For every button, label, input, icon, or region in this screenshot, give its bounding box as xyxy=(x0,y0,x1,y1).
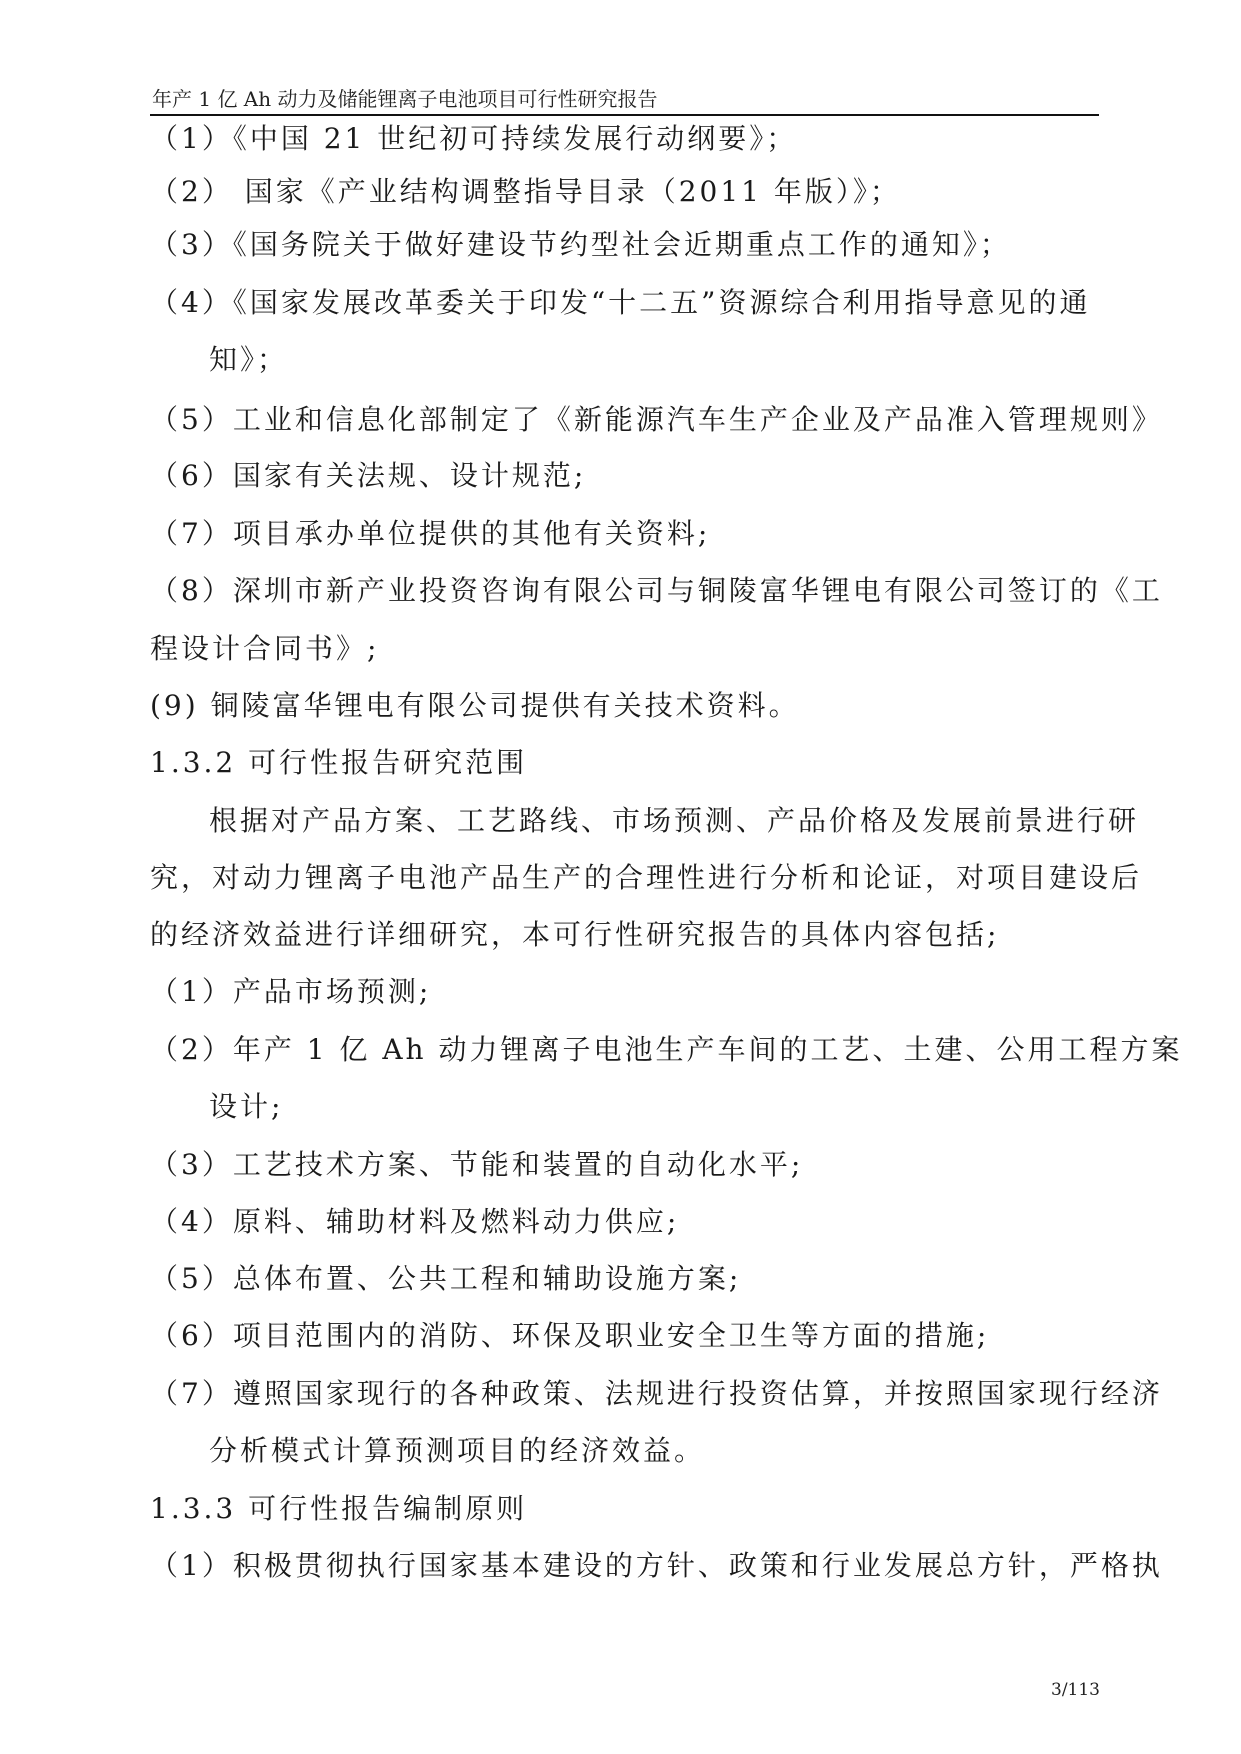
body-line: 程设计合同书》; xyxy=(150,632,380,665)
body-line: (9) 铜陵富华锂电有限公司提供有关技术资料。 xyxy=(150,689,800,722)
body-line: 究，对动力锂离子电池产品生产的合理性进行分析和论证，对项目建设后 xyxy=(150,861,1143,894)
body-line: （6）国家有关法规、设计规范; xyxy=(150,459,587,492)
body-line: （4）原料、辅助材料及燃料动力供应; xyxy=(150,1205,680,1238)
body-line: 根据对产品方案、工艺路线、市场预测、产品价格及发展前景进行研 xyxy=(209,804,1140,837)
body-line: （1）产品市场预测; xyxy=(150,975,432,1008)
body-line: （1）《中国 21 世纪初可持续发展行动纲要》； xyxy=(150,122,798,155)
header-rule xyxy=(150,114,1099,116)
page-number: 3/113 xyxy=(1051,1680,1100,1700)
body-line: （4）《国家发展改革委关于印发“十二五”资源综合利用指导意见的通 xyxy=(150,286,1091,319)
body-line: （6）项目范围内的消防、环保及职业安全卫生等方面的措施; xyxy=(150,1319,990,1352)
body-line: 分析模式计算预测项目的经济效益。 xyxy=(209,1434,706,1467)
body-line: 设计; xyxy=(209,1090,284,1123)
body-line: （1）积极贯彻执行国家基本建设的方针、政策和行业发展总方针，严格执 xyxy=(150,1549,1163,1582)
body-line: （8）深圳市新产业投资咨询有限公司与铜陵富华锂电有限公司签订的《工 xyxy=(150,574,1163,607)
body-line: （5）工业和信息化部制定了《新能源汽车生产企业及产品准入管理规则》 xyxy=(150,403,1163,436)
body-line: （2）年产 1 亿 Ah 动力锂离子电池生产车间的工艺、土建、公用工程方案 xyxy=(150,1033,1183,1066)
body-line: （7）遵照国家现行的各种政策、法规进行投资估算，并按照国家现行经济 xyxy=(150,1377,1163,1410)
body-line: （5）总体布置、公共工程和辅助设施方案; xyxy=(150,1262,742,1295)
section-heading: 1.3.2 可行性报告研究范围 xyxy=(150,746,528,779)
body-line: （3）工艺技术方案、节能和装置的自动化水平; xyxy=(150,1148,804,1181)
body-line: （3）《国务院关于做好建设节约型社会近期重点工作的通知》； xyxy=(150,228,1011,261)
section-heading: 1.3.3 可行性报告编制原则 xyxy=(150,1492,528,1525)
body-line: （2） 国家《产业结构调整指导目录（2011 年版）》； xyxy=(150,175,901,208)
running-header: 年产 1 亿 Ah 动力及储能锂离子电池项目可行性研究报告 xyxy=(152,87,658,111)
body-line: （7）项目承办单位提供的其他有关资料; xyxy=(150,517,711,550)
body-line: 的经济效益进行详细研究，本可行性研究报告的具体内容包括; xyxy=(150,918,1000,951)
body-line: 知》； xyxy=(209,343,289,376)
